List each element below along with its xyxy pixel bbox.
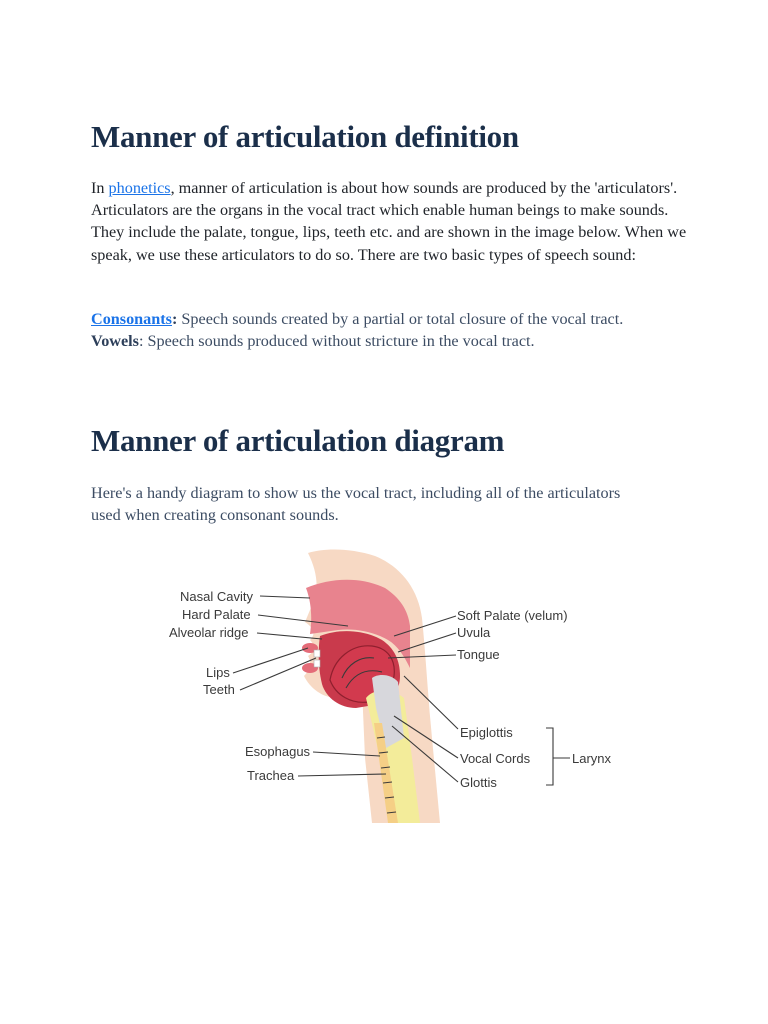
consonants-text: Speech sounds created by a partial or total closure of the vocal tract. [177, 310, 624, 328]
larynx-bracket [546, 728, 553, 785]
label-nasal-cavity: Nasal Cavity [180, 589, 253, 604]
vowels-text: : Speech sounds produced without stricture in the vocal tract. [138, 332, 535, 351]
label-esophagus: Esophagus [245, 744, 311, 759]
label-glottis: Glottis [460, 775, 497, 790]
heading-diagram: Manner of articulation diagram [91, 423, 505, 458]
label-soft-palate: Soft Palate (velum) [457, 608, 568, 623]
lower-teeth-shape [314, 660, 320, 667]
leader-teeth [240, 658, 316, 690]
speech-sound-types [91, 308, 691, 352]
label-lips: Lips [206, 665, 230, 680]
vowels-definition [91, 330, 691, 352]
heading-definition: Manner of articulation definition [91, 119, 519, 154]
consonants-definition [91, 308, 691, 330]
label-trachea: Trachea [247, 768, 295, 783]
label-tongue: Tongue [457, 647, 500, 662]
vowels-term: Vowels [91, 332, 139, 351]
intro-paragraph [91, 177, 691, 266]
vocal-tract-illustration [160, 548, 630, 833]
diagram-description: Here's a handy diagram to show us the vocal tract, including all of the articulators used when creating consonant sounds. [91, 484, 621, 525]
leader-lips [233, 648, 308, 673]
label-teeth: Teeth [203, 682, 235, 697]
label-uvula: Uvula [457, 625, 491, 640]
vocal-tract-diagram [160, 548, 630, 833]
phonetics-link[interactable]: phonetics [108, 179, 171, 197]
label-larynx: Larynx [572, 751, 612, 766]
upper-teeth-shape [314, 650, 320, 657]
label-epiglottis: Epiglottis [460, 725, 513, 740]
label-hard-palate: Hard Palate [182, 607, 251, 622]
intro-text: , manner of articulation is about how sounds are produced by the 'articulators'. Articulators are the organs in the vocal tract which enable human beings to make sounds. They include the palate, tongue, lips, teeth etc. and are shown in the image below. When we speak, we use these articulators to do so. There are two basic types of speech sound: [91, 179, 687, 264]
label-alveolar-ridge: Alveolar ridge [169, 625, 249, 640]
consonants-link[interactable]: Consonants [91, 310, 172, 328]
leader-alveolar-ridge [257, 633, 322, 639]
consonants-colon: : [171, 310, 178, 328]
label-vocal-cords: Vocal Cords [460, 751, 531, 766]
leader-nasal-cavity [260, 596, 310, 598]
intro-prefix: In [91, 179, 109, 197]
